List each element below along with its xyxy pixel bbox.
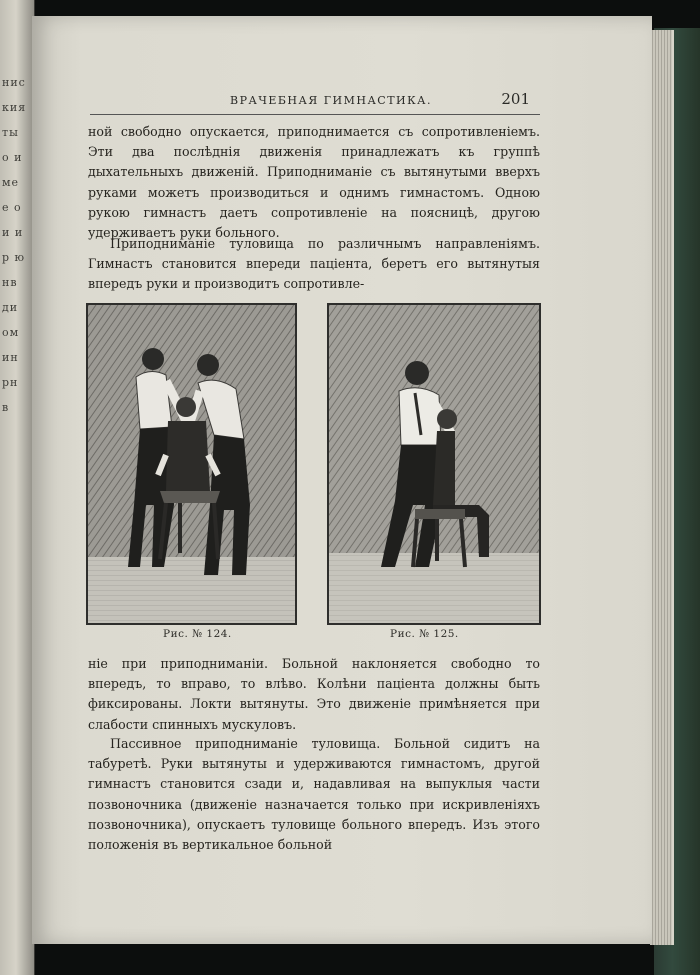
paragraph-3: ніе при приподниманіи. Больной наклоняется свободно то впередъ, то вправо, то влѣво. Колѣни паціента должны быть фиксированы. Локти вытянуты. Это движеніе примѣняется при слабости спинныхъ мускуловъ. (88, 656, 540, 732)
figure-125 (327, 303, 541, 625)
figure-124 (86, 303, 297, 625)
running-header (90, 92, 540, 115)
facing-page-text: нис кия ты о и мe е о и и р ю нв ди ом ин рн в (2, 76, 27, 414)
running-title: ВРАЧЕБНАЯ ГИМНАСТИКА. (230, 94, 432, 107)
page-number: 201 (501, 90, 530, 108)
paragraph-1: ной свободно опускается, приподнимается съ сопротивленіемъ. Эти два послѣднія движенія принадлежатъ къ группѣ дыхательныхъ движеній. Приподниманіе съ вытянутыми вверхъ руками можетъ производиться и однимъ гимнастомъ. Одною рукою гимнастъ даетъ сопротивленіе на поясницѣ, другою удерживаетъ руки больного. (88, 124, 540, 241)
facing-page-edge (0, 0, 35, 975)
figure-125-illustration (329, 305, 539, 623)
figure-124-illustration (88, 305, 295, 623)
figure-125-caption: Рис. № 125. (390, 628, 459, 640)
figure-124-caption: Рис. № 124. (163, 628, 232, 640)
page-edges (650, 30, 674, 945)
paragraph-4: Пассивное приподниманіе туловища. Больной сидитъ на табуретѣ. Руки вытянуты и удерживаются гимнастомъ, другой гимнастъ становится сзади и, надавливая на выпуклыя части позвоночника (движеніе назначается только при искривленіяхъ позвоночника), опускаетъ туловище больного впередъ. Изъ этого положенія въ вертикальное больной (88, 736, 540, 853)
paragraph-2: Приподниманіе туловища по различнымъ направленіямъ. Гимнастъ становится впереди паціента, беретъ его вытянутыя впередъ руки и производитъ сопротивле- (88, 236, 540, 292)
